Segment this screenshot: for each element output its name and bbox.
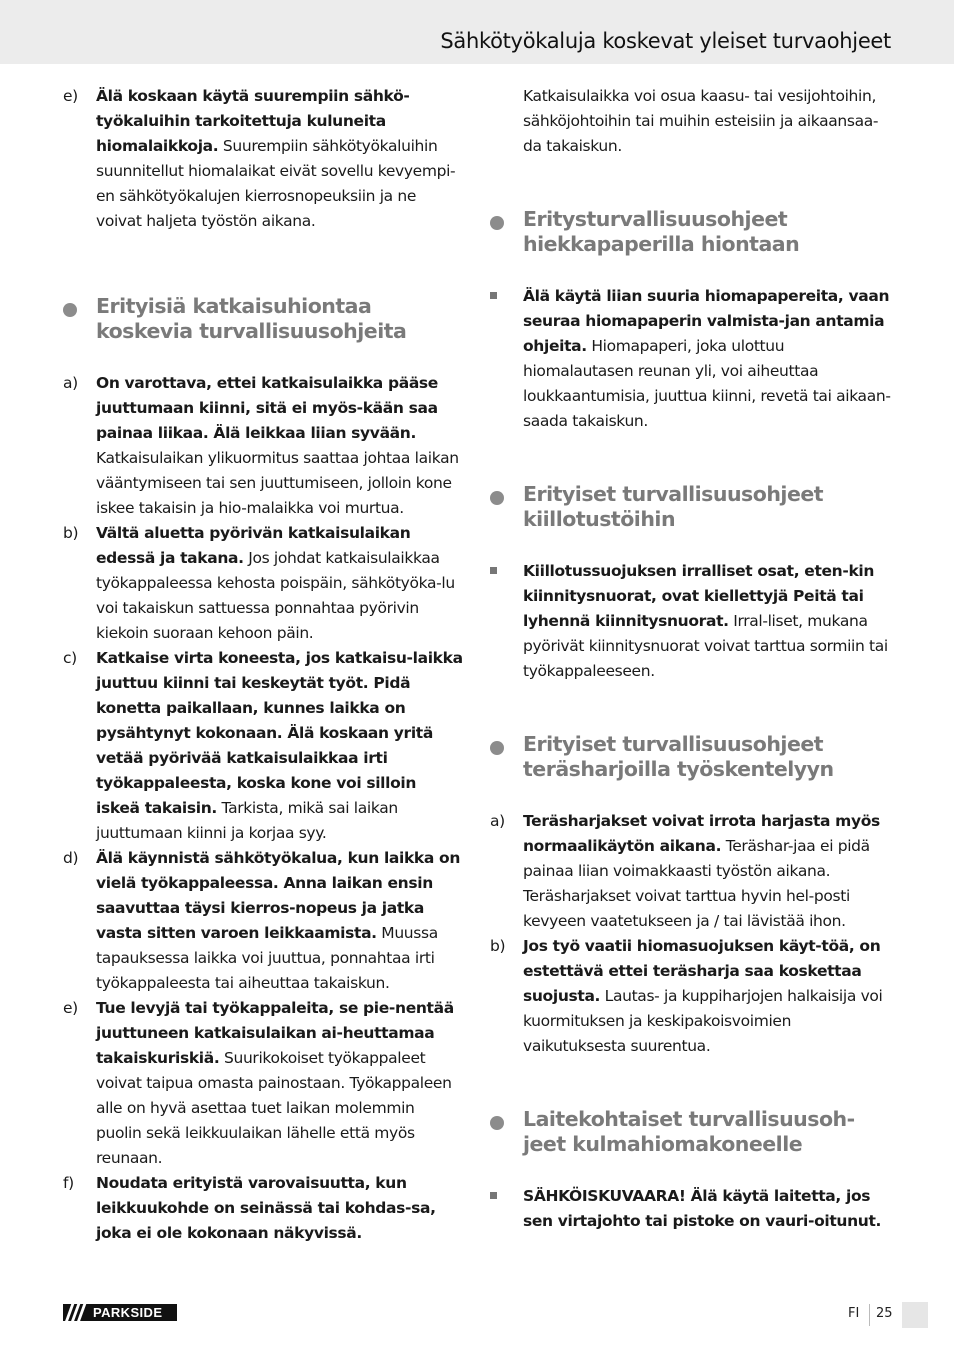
- item-bold-text: SÄHKÖISKUVAARA! Älä käytä laitetta, jos sen virtajohto tai pistoke on vauri-oitunut.: [523, 1187, 882, 1230]
- logo-text: PARKSIDE: [93, 1305, 163, 1320]
- square-bullet-icon: [490, 1192, 497, 1199]
- item-bold-text: Vältä aluetta pyörivän katkaisulaikan edessä ja takana.: [96, 524, 411, 567]
- item-bold-text: Teräsharjakset voivat irrota harjasta myös normaalikäytön aikana.: [523, 812, 880, 855]
- parkside-logo: [63, 1304, 177, 1321]
- page-header: [0, 0, 954, 64]
- list-marker: c): [63, 649, 77, 667]
- section-heading: [490, 732, 892, 782]
- item-bold-text: Kiillotussuojuksen irralliset osat, eten-kin kiinnitysnuorat, ovat kiellettyjä Peitä tai lyhennä kiinnitysnuorat.: [523, 562, 875, 630]
- page-title: Sähkötyökaluja koskevat yleiset turvaohjeet: [440, 29, 891, 53]
- language-code: FI: [848, 1306, 860, 1321]
- list-item: [490, 1184, 892, 1234]
- list-marker: [490, 559, 523, 684]
- item-text: [96, 646, 463, 846]
- item-bold-text: Älä käytä liian suuria hiomapapereita, vaan seuraa hiomapaperin valmista-jan antamia ohjeita.: [523, 287, 890, 355]
- section-title: Laitekohtaiset turvallisuusoh-jeet kulmahiomakoneelle: [523, 1107, 855, 1156]
- item-text: [523, 809, 892, 934]
- section-title: Erityiset turvallisuusohjeet teräsharjoilla työskentelyyn: [523, 732, 834, 781]
- list-marker: f): [63, 1174, 74, 1192]
- square-bullet-icon: [490, 567, 497, 574]
- list-marker: e): [63, 87, 78, 105]
- section-heading: [490, 207, 892, 257]
- item-text: [523, 559, 892, 684]
- continued-text: Katkaisulaikka voi osua kaasu- tai vesijohtoihin, sähköjohtoihin tai muihin esteisiin ja aikaansaa-da takaiskun.: [523, 87, 879, 155]
- item-body-text: Teräshar-jaa ei pidä painaa liian voimakkaasti työstön aikana. Teräsharjakset voivat tarttua hyvin hel-posti kevyeen vaatetukseen ja / tai lävistää ihon.: [523, 837, 870, 930]
- section-heading: [490, 482, 892, 532]
- list-marker: e): [63, 999, 78, 1017]
- item-body-text: Lautas- ja kuppiharjojen halkaisija voi kuormituksen ja keskipakoisvoimien vaikutuksesta suurentua.: [523, 987, 883, 1055]
- item-bold-text: On varottava, ettei katkaisulaikka pääse juuttumaan kiinni, sitä ei myös-kään saa painaa liikaa. Älä leikkaa liian syvään.: [96, 374, 438, 442]
- item-body-text: Jos johdat katkaisulaikkaa työkappaleessa kehosta poispäin, sähkötyöka-lu voi takaiskun sattuessa ponnahtaa pyörivin kiekoin suoraan kehoon päin.: [96, 549, 455, 642]
- footer-divider: [869, 1304, 870, 1326]
- item-text: [96, 996, 463, 1171]
- item-bold-text: Tue levyjä tai työkappaleita, se pie-nentää juuttuneen katkaisulaikan ai-heuttamaa takaiskuriskiä.: [96, 999, 454, 1067]
- section-title: Erityiset turvallisuusohjeet kiillotustöihin: [523, 482, 824, 531]
- list-item: [63, 84, 463, 234]
- list-marker: b): [63, 524, 79, 542]
- page-number: 25: [876, 1306, 893, 1321]
- list-item: [63, 521, 463, 646]
- list-item: [63, 371, 463, 521]
- list-item: [63, 646, 463, 846]
- bullet-dot-icon: [490, 1116, 504, 1130]
- item-bold-text: Jos työ vaatii hiomasuojuksen käyt-töä, on estettävä ettei teräsharja saa koskettaa suojusta.: [523, 937, 881, 1005]
- item-text: [96, 521, 463, 646]
- section-title: Erityisiä katkaisuhiontaa koskevia turvallisuusohjeita: [96, 294, 407, 343]
- item-bold-text: Noudata erityistä varovaisuutta, kun leikkuukohde on seinässä tai kohdas-sa, joka ei ole kokonaan näkyvissä.: [96, 1174, 436, 1242]
- list-item: [63, 846, 463, 996]
- list-item: [490, 809, 892, 934]
- item-text: [523, 1184, 892, 1234]
- bullet-dot-icon: [63, 303, 77, 317]
- item-text: [96, 846, 463, 996]
- item-body-text: Muussa tapauksessa laikka voi juuttua, ponnahtaa irti työkappaleesta tai aiheuttaa takaiskun.: [96, 924, 438, 992]
- item-body-text: Suurikokoiset työkappaleet voivat taipua omasta painostaan. Työkappaleen alle on hyvä asettaa tuet laikan molemmin puolin sekä leikkuulaikan lähelle että myös reunaan.: [96, 1049, 452, 1167]
- list-marker: a): [63, 374, 78, 392]
- item-body-text: Tarkista, mikä sai laikan juuttumaan kiinni ja korjaa syy.: [96, 799, 398, 842]
- item-text: [96, 84, 463, 234]
- bullet-dot-icon: [490, 741, 504, 755]
- list-marker: [490, 284, 523, 434]
- list-marker: d): [63, 849, 79, 867]
- bullet-dot-icon: [490, 491, 504, 505]
- item-bold-text: Älä käynnistä sähkötyökalua, kun laikka on vielä työkappaleessa. Anna laikan ensin saavuttaa täysi kierros-nopeus ja jatka vasta sitten varoen leikkaamista.: [96, 849, 461, 942]
- item-text: [96, 371, 463, 521]
- list-marker: b): [490, 937, 506, 955]
- item-body-text: Suurempiin sähkötyökaluihin suunnitellut hiomalaikat eivät sovellu kevyempi-en sähkötyökalujen kierrosnopeuksiin ja ne voivat haljeta työstön aikana.: [96, 137, 456, 230]
- list-item: [490, 284, 892, 434]
- list-marker-spacer: [490, 84, 523, 159]
- left-column: [63, 84, 463, 1246]
- page-corner-box: [902, 1302, 928, 1328]
- square-bullet-icon: [490, 292, 497, 299]
- list-item: [63, 996, 463, 1171]
- item-body-text: Irral-liset, mukana pyörivät kiinnitysnuorat voivat tarttua sormiin tai työkappaleeseen.: [523, 612, 888, 680]
- list-item: [63, 1171, 463, 1246]
- section-title: Eritysturvallisuusohjeet hiekkapaperilla hiontaan: [523, 207, 800, 256]
- item-body-text: Katkaisulaikan ylikuormitus saattaa johtaa laikan vääntymiseen tai sen juuttumiseen, jolloin kone iskee takaisin ja hio-malaikka voi murtua.: [96, 449, 459, 517]
- list-item: [490, 559, 892, 684]
- logo-stripes-icon: [63, 1304, 87, 1321]
- item-text: [523, 284, 892, 434]
- item-text: [96, 1171, 463, 1246]
- list-item: [490, 84, 892, 159]
- item-bold-text: Älä koskaan käytä suurempiin sähkö-työkaluihin tarkoitettuja kuluneita hiomalaikkoja.: [96, 87, 410, 155]
- section-heading: [63, 294, 463, 344]
- item-body-text: Hiomapaperi, joka ulottuu hiomalautasen reunan yli, voi aiheuttaa loukkaantumisia, juuttua kiinni, revetä tai aikaan-saada takaiskun.: [523, 337, 891, 430]
- item-bold-text: Katkaise virta koneesta, jos katkaisu-laikka juuttuu kiinni tai keskeytät työt. Pidä konetta paikallaan, kunnes laikka on pysähtynyt kokonaan. Älä koskaan yritä vetää pyörivää katkaisulaikkaa irti työkappaleesta, koska kone voi silloin iskeä takaisin.: [96, 649, 463, 817]
- section-heading: [490, 1107, 892, 1157]
- right-column: [490, 84, 892, 1234]
- list-item: [490, 934, 892, 1059]
- bullet-dot-icon: [490, 216, 504, 230]
- list-marker: [490, 1184, 523, 1234]
- item-text: [523, 934, 892, 1059]
- list-marker: a): [490, 812, 505, 830]
